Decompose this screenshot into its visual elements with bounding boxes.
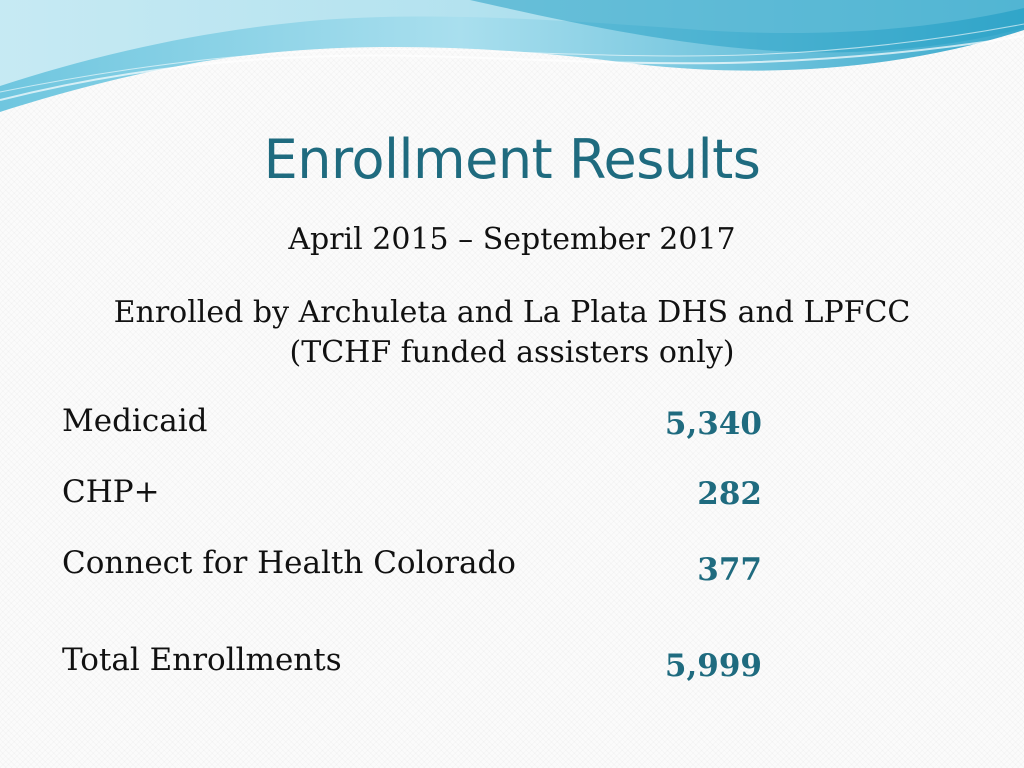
- row-label-connect-for-health: Connect for Health Colorado: [62, 545, 516, 581]
- row-label-medicaid: Medicaid: [62, 403, 208, 439]
- row-value-connect-for-health: 377: [697, 552, 762, 588]
- row-value-chp: 282: [697, 476, 762, 512]
- subheading-line-1: Enrolled by Archuleta and La Plata DHS and LPFCC: [113, 295, 911, 330]
- slide-title: Enrollment Results: [263, 128, 761, 191]
- wave-header-decoration: [0, 0, 1024, 130]
- subheading-line-2: (TCHF funded assisters only): [289, 335, 735, 370]
- row-value-medicaid: 5,340: [664, 406, 762, 442]
- subheading: [0, 293, 1024, 373]
- row-value-total: 5,999: [664, 648, 762, 684]
- row-label-total: Total Enrollments: [62, 642, 342, 678]
- row-label-chp: CHP+: [62, 474, 160, 510]
- date-range-subtitle: April 2015 – September 2017: [288, 222, 736, 257]
